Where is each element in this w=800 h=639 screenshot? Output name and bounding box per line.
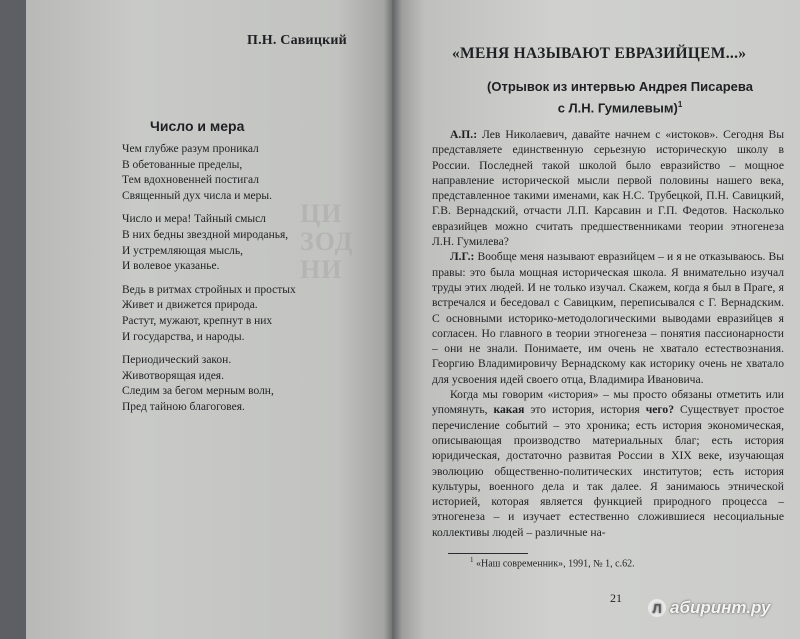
labirint-logo-icon: Л: [648, 599, 666, 617]
poem-stanza: [122, 283, 372, 345]
footnote: [470, 556, 635, 569]
poem-stanza: [122, 212, 372, 274]
subtitle-line: (Отрывок из интервью Андрея Писарева: [487, 79, 753, 94]
poem-line: Ведь в ритмах стройных и простых: [122, 283, 296, 296]
footnote-reference: 1: [677, 100, 683, 109]
speaker-label: А.П.:: [450, 128, 478, 141]
poem-line: И государства, и народы.: [122, 330, 245, 343]
watermark-text: абиринт.ру: [670, 598, 771, 617]
emphasis-text: какая: [493, 403, 525, 417]
article-title: «МЕНЯ НАЗЫВАЮТ ЕВРАЗИЙЦЕМ...»: [452, 45, 747, 62]
poem-line: И устремляющая мысль,: [122, 244, 244, 257]
footnote-text: «Наш современник», 1991, № 1, с.62.: [473, 558, 635, 570]
poem-line: Животворящая идея.: [122, 369, 224, 382]
paragraph: [432, 127, 784, 249]
poem-line: Периодический закон.: [122, 354, 232, 367]
speaker-label: Л.Г.:: [450, 250, 475, 264]
paragraph-text: Лев Николаевич, давайте начнем с «истоков». Сегодня Вы представляете единственную серьезную историческую школу в России. Последней такой школой было евразийство – мощное направление исторической мысли первой половины нашего века, представленное такими именами, как Н.С. Трубецкой, П.Н. Савицкий, Г.В. Вернадский, отчасти Л.П. Карсавин и Г.П. Федотов. Насколько евразийцев можно считать предшественниками теории этногенеза Л.Н. Гумилева?: [432, 128, 784, 249]
poem-line: Число и мера! Тайный смысл: [122, 213, 266, 226]
poem-line: Тем вдохновенней постигал: [122, 174, 260, 187]
poem-line: Чем глубже разум проникал: [122, 143, 259, 155]
article-subtitle: [450, 78, 790, 117]
paragraph-text: Существует простое перечисление событий – это хроника; есть история экономическая, описывающая производство материальных благ; есть история юридическая, достаточно развитая России в XIX веке, изучающая эволюцию общественно-политических институтов; есть история культуры, военного дела и так далее. Я занимаюсь этнической историей, которая является функцией природного процесса – этногенеза – и изучает естественно сложившиеся несоциальные коллективы людей – различные на-: [432, 403, 784, 539]
footnote-mark: 1: [470, 556, 474, 564]
subtitle-line: [450, 96, 790, 117]
subtitle-line-text: с Л.Н. Гумилевым): [557, 100, 678, 116]
poem-line: И волевое указанье.: [122, 260, 220, 273]
poem-title: Число и мера: [150, 118, 245, 134]
poem-line: В них бедны звездной мироданья,: [122, 228, 289, 241]
watermark: [648, 598, 770, 618]
paragraph-text: Вообще меня называют евразийцем – и я не отказываюсь. Вы правы: это была мощная историческая школа. Я внимательно изучал труды этих людей. И не только изучал. Скажем, когда я был в Праге, я встречался и беседовал с Савицким, переписывался с Г. Вернадским. С основными историко-методологическими выводами евразийцев я согласен. Но главного в теории этногенеза – понятия пассионарности – они не знали. Понимаете, им очень не хватало естествознания. Георгию Владимировичу Вернадскому как историку очень не хватало для усвоения идей своего отца, Владимира Ивановича.: [432, 250, 784, 386]
poem-stanza: [122, 142, 372, 204]
paragraph-text: Когда мы говорим «история» – мы просто обязаны отметить или упомянуть,: [432, 388, 784, 417]
poem-line: В обетованные пределы,: [122, 158, 243, 171]
poem-line: Растут, мужают, крепнут в них: [122, 314, 273, 327]
paragraph: [432, 387, 784, 540]
poem-stanza: [122, 353, 372, 415]
poem: [122, 142, 372, 424]
emphasis-text: чего?: [645, 403, 675, 417]
running-head: П.Н. Савицкий: [247, 33, 347, 48]
page-number: 21: [610, 591, 622, 605]
paragraph-text: это история, история: [524, 403, 646, 417]
poem-line: Священный дух числа и меры.: [122, 189, 273, 202]
book-gutter: [384, 0, 402, 639]
show-through-text: ЦИ ЗОД НИ: [300, 200, 354, 284]
poem-line: Живет и движется природа.: [122, 299, 258, 312]
article-body: [432, 127, 784, 540]
poem-line: Пред тайною благоговея.: [122, 400, 245, 413]
paragraph: [432, 249, 784, 387]
footnote-divider: [448, 553, 528, 554]
poem-line: Следим за бегом мерным волн,: [122, 385, 274, 398]
